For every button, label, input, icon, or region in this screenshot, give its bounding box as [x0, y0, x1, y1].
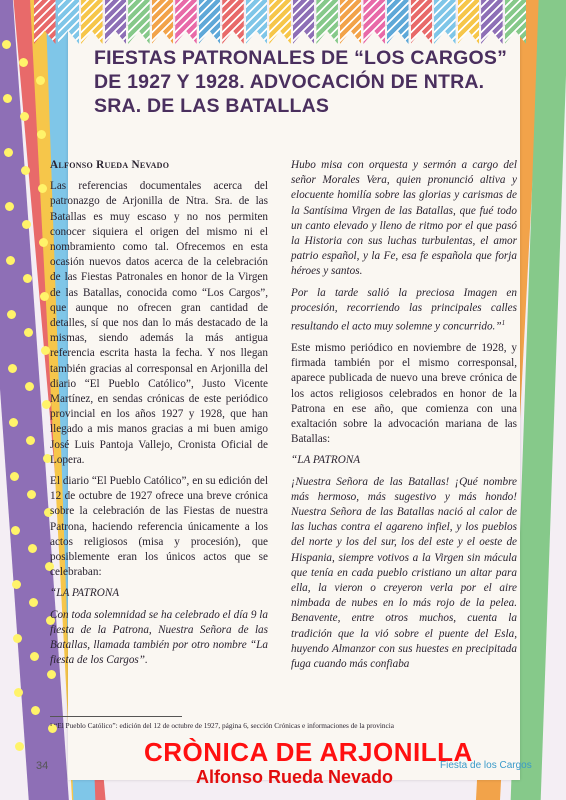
- confetti-dot: [13, 634, 22, 643]
- bunting-flag: [387, 0, 409, 44]
- quote-paragraph: ¡Nuestra Señora de las Batallas! ¡Qué nombre más hermoso, más sugestivo y más hondo! Nuestra Señora de las Batallas nació al calor de las luchas contra el agareno infiel, y los pueblos del norte y los del sur, los del este y el oeste de Hispania, siempre votivos a la Virgen sin mácula que tenía en cada pueblo cristiano un altar para ella, la vieron o creyeron verla por el aire nimbada de nubes en lo más rojo de la pelea. Benavente, entre otros muchos, cuenta la tradición que la vió sobre el puente del Esla, huyendo Almanzor con sus huestes en precipitada fuga cuando más confiaba: [291, 475, 517, 671]
- confetti-dot: [9, 418, 18, 427]
- paragraph: Este mismo periódico en noviembre de 1928, y firmada también por el mismo corresponsal, aparece publicada de nuevo una breve crónica de los actos religiosos celebrados en honor de la Patrona en ese año, que comienza con una exaltación sobre la advocación mariana de las Batallas:: [291, 341, 517, 446]
- paragraph: El diario “El Pueblo Católico”, en su edición del 12 de octubre de 1927 ofrece una breve crónica sobre la celebración de las Fiestas de nuestra Patrona, haciendo referencia únicamente a los actos religiosos (misa y procesión), que posiblemente eran los únicos actos que se celebraban:: [50, 475, 268, 579]
- right-column: [291, 158, 517, 678]
- footnote-divider: [50, 716, 182, 717]
- bunting-flag: [246, 0, 268, 44]
- quote-heading: “LA PATRONA: [50, 587, 120, 600]
- confetti-dot: [10, 472, 19, 481]
- confetti-dot: [6, 256, 15, 265]
- confetti-dot: [21, 166, 30, 175]
- confetti-dot: [4, 148, 13, 157]
- confetti-dot: [15, 742, 24, 751]
- quote-paragraph: Hubo misa con orquesta y sermón a cargo del señor Morales Vera, quien pronunció altiva y elocuente homilía sobre las glorias y carismas de la Santísima Virgen de las Batallas, que fué todo un canto elevado y lleno de ritmo por el que pasó la Historia con sus luchas turbulentas, el amor patrio español, y la Fe, esa fe española que forja héroes y santos.: [291, 159, 517, 278]
- bunting-flag: [81, 0, 103, 44]
- confetti-dot: [12, 580, 21, 589]
- article-title: FIESTAS PATRONALES DE “LOS CARGOS” DE 1927 Y 1928. ADVOCACIÓN DE NTRA. SRA. DE LAS BATALLAS: [94, 47, 508, 117]
- bunting-flags: [34, 0, 526, 50]
- confetti-dot: [40, 292, 49, 301]
- bunting-flag: [175, 0, 197, 44]
- footnote-ref: 1: [501, 319, 506, 328]
- bunting-flag: [199, 0, 221, 44]
- bunting-flag: [481, 0, 503, 44]
- bunting-flag: [105, 0, 127, 44]
- bunting-flag: [34, 0, 56, 44]
- confetti-dot: [5, 202, 14, 211]
- page-number: 34: [36, 760, 49, 772]
- bunting-flag: [434, 0, 456, 44]
- confetti-dot: [29, 598, 38, 607]
- confetti-dot: [19, 58, 28, 67]
- confetti-dot: [28, 544, 37, 553]
- bunting-flag: [363, 0, 385, 44]
- confetti-dot: [37, 130, 46, 139]
- quote-paragraph: [291, 286, 517, 335]
- bunting-flag: [411, 0, 433, 44]
- confetti-dot: [22, 220, 31, 229]
- bunting-flag: [222, 0, 244, 44]
- confetti-dot: [23, 274, 32, 283]
- confetti-dot: [25, 382, 34, 391]
- magazine-section: Fiesta de los Cargos: [440, 760, 532, 771]
- paragraph: Las referencias documentales acerca del patronazgo de Arjonilla de Ntra. Sra. de las Batallas es muy escaso y no nos permiten conocer siquiera el origen del mismo ni el nombramiento como tal. Ofrecemos en esta ocasión nuevos datos acerca de la celebración de las Fiestas Patronales en honor de la Virgen de las Batallas, conocida como “Los Cargos”, que aunque no ofrecen gran cantidad de detalles, sí que nos dan lo más destacado de la mismas, siendo además la más antigua referencia escrita hasta la fecha. Y nos llegan también gracias al corresponsal en Arjonilla del diario “El Pueblo Católico”, Justo Vicente Martínez, en sendas crónicas de este periódico provincial en los años 1927 y 1928, que han llegado a mis manos gracias a mi buen amigo José Luis Pantoja Vallejo, Cronista Oficial de Lopera.: [50, 180, 268, 466]
- confetti-dot: [31, 706, 40, 715]
- bunting-flag: [128, 0, 150, 44]
- footnote: ¹ “El Pueblo Católico”: edición del 12 de octubre de 1927, página 6, sección Crónicas e informaciones de la provincia: [50, 721, 395, 730]
- quote-text: Por la tarde salió la preciosa Imagen en procesión, recorriendo las principales calles resultando el acto muy solemne y concurrido.”: [291, 286, 517, 333]
- bunting-flag: [505, 0, 527, 44]
- confetti-dot: [2, 40, 11, 49]
- confetti-dot: [38, 184, 47, 193]
- quote-paragraph: Con toda solemnidad se ha celebrado el día 9 la fiesta de la Patrona, Nuestra Señora de las Batallas, llamada también por otro nombre “La fiesta de los Cargos”.: [50, 608, 268, 667]
- author-name: Alfonso Rueda Nevado: [50, 159, 170, 171]
- confetti-dot: [36, 76, 45, 85]
- confetti-dot: [8, 364, 17, 373]
- bunting-flag: [293, 0, 315, 44]
- bunting-flag: [340, 0, 362, 44]
- bunting-flag: [152, 0, 174, 44]
- confetti-dot: [20, 112, 29, 121]
- bunting-flag: [269, 0, 291, 44]
- magazine-author: Alfonso Rueda Nevado: [196, 767, 394, 787]
- confetti-dot: [30, 652, 39, 661]
- confetti-dot: [11, 526, 20, 535]
- confetti-dot: [24, 328, 33, 337]
- quote-heading: “LA PATRONA: [291, 454, 361, 467]
- bunting-flag: [458, 0, 480, 44]
- bunting-flag: [316, 0, 338, 44]
- confetti-dot: [26, 436, 35, 445]
- left-column: [50, 158, 268, 675]
- confetti-dot: [7, 310, 16, 319]
- confetti-dot: [41, 346, 50, 355]
- confetti-dot: [14, 688, 23, 697]
- magazine-title: CRÒNICA DE ARJONILLA: [144, 737, 473, 767]
- confetti-dot: [27, 490, 36, 499]
- confetti-dot: [3, 94, 12, 103]
- confetti-dot: [39, 238, 48, 247]
- bunting-flag: [58, 0, 80, 44]
